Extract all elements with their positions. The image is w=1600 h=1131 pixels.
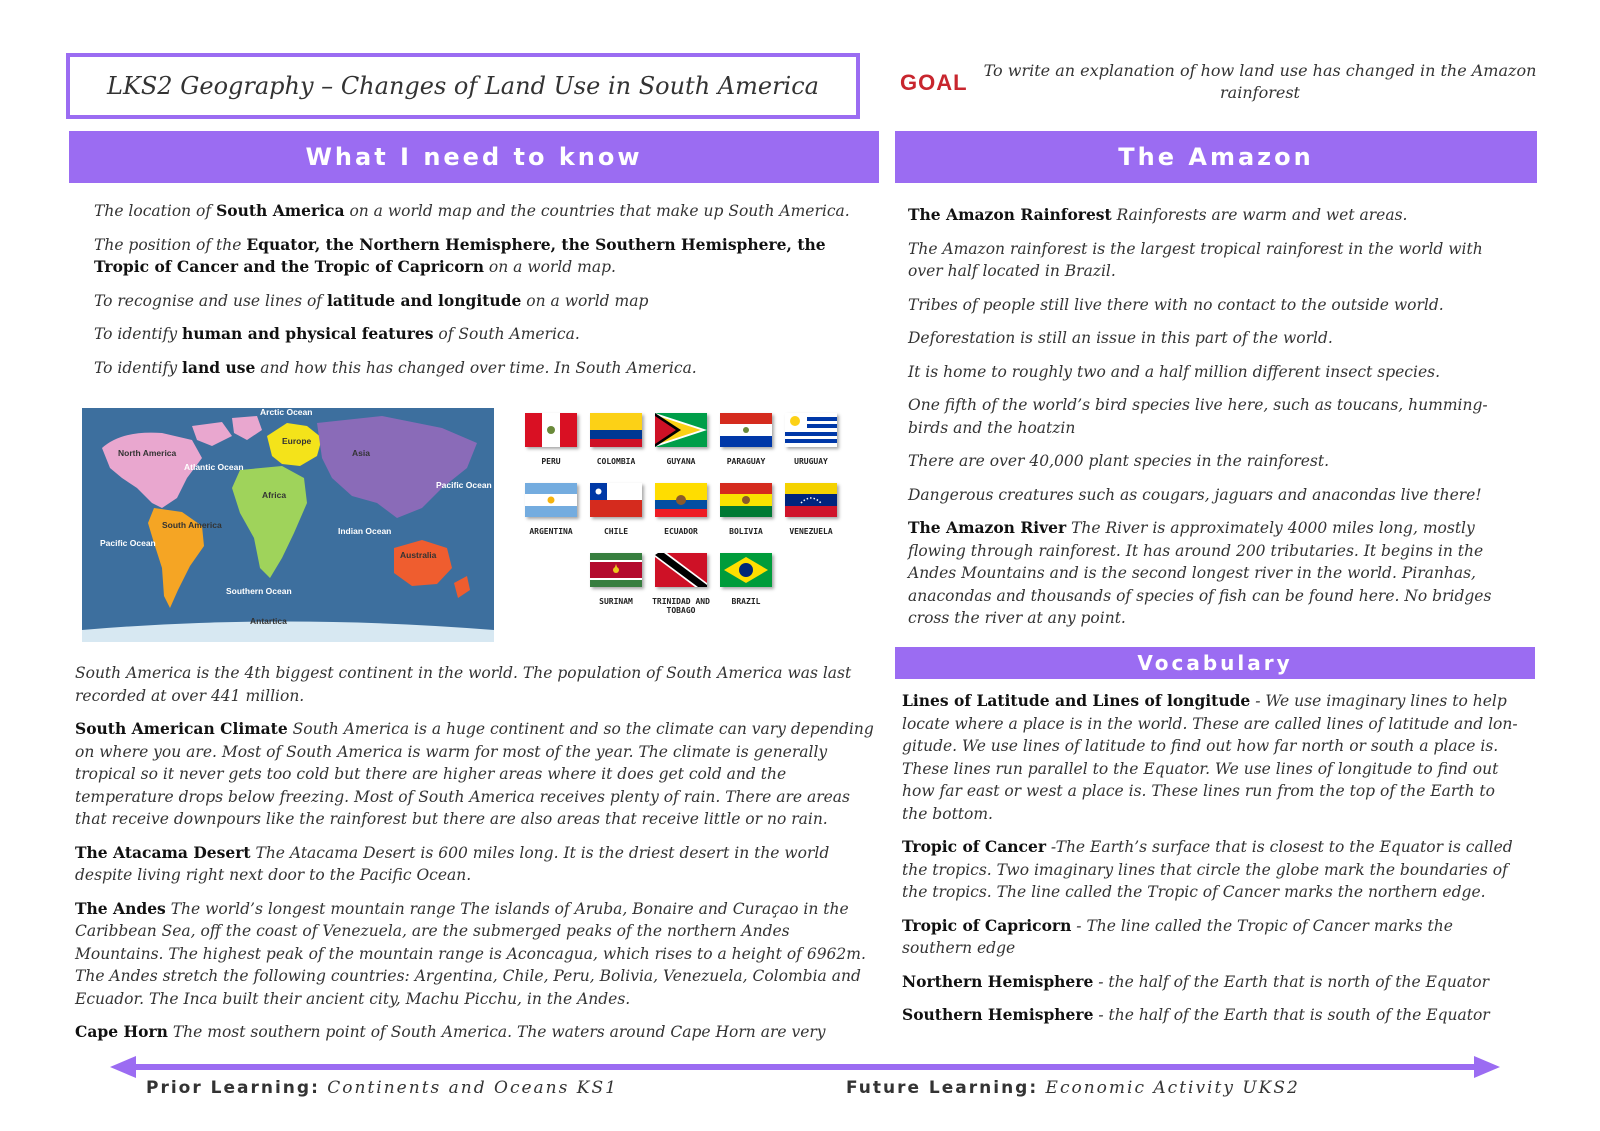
what-i-need-to-know-header: What I need to know [69, 131, 879, 183]
flags-grid [520, 413, 850, 633]
prior-learning: Prior Learning: Continents and Oceans KS1 [146, 1078, 618, 1098]
goal-logo: GOAL [900, 70, 968, 95]
map-label-north-america: North America [118, 448, 177, 458]
map-label-south-america: South America [162, 520, 222, 530]
fact-paragraph: The Andes The world’s longest mountain range The islands of Aruba, Bonaire and Curaçao in the Caribbean Sea, off the coast of Venezuela, are the submerged peaks of the northern Andes Mountains. The highest peak of the mountain range is Aconcagua, which rises to a height of 6962m. The Andes stretch the following countries: Argentina, Chile, Peru, Bolivia, Venezuela, Colombia and Ecuador. The Inca built their ancient city, Machu Picchu, in the Andes. [75, 898, 866, 1008]
know-item: To identify human and physical features of South America. [94, 324, 580, 343]
page-title: LKS2 Geography – Changes of Land Use in South America [66, 53, 860, 119]
know-item: To recognise and use lines of latitude and longitude on a world map [94, 290, 649, 310]
flag-paraguay: PARAGUAY [715, 413, 777, 466]
know-item: To identify land use and how this has changed over time. In South America. [94, 357, 697, 377]
future-learning: Future Learning: Economic Activity UKS2 [846, 1078, 1300, 1098]
map-label-africa: Africa [262, 490, 287, 500]
vocab-item: Tropic of Capricorn - The line called the Tropic of Cancer marks the southern edge [902, 915, 1453, 957]
know-item: The location of South America on a world map and the countries that make up South America. [94, 201, 850, 220]
south-america-facts [75, 662, 875, 1055]
vocab-item: Tropic of Cancer -The Earth’s surface that is closest to the Equator is called the tropics. Two imaginary lines that circle the globe mark the boundaries of the tropics. The line called the Tropic of Cancer marks the northern edge. [902, 837, 1513, 901]
amazon-paragraph: It is home to roughly two and a half million different insect species. [908, 362, 1440, 381]
flag-trinidad-and-tobago: TRINIDAD AND TOBAGO [650, 553, 712, 615]
amazon-paragraph: The Amazon River The River is approximately 4000 miles long, mostly flowing through rainforest. It has around 200 tributaries. It begins in the Andes Mountains and is the second longest river in the world. Piranhas, anacondas and thousands of species of fish can be found here. No bridges cross the river at any point. [908, 518, 1492, 627]
map-label-atlantic: Atlantic Ocean [184, 462, 244, 472]
amazon-facts [908, 204, 1513, 641]
vocabulary-header: Vocabulary [895, 647, 1535, 679]
flag-chile: CHILE [585, 483, 647, 536]
map-label-antartica: Antartica [250, 616, 287, 626]
know-item: The position of the Equator, the Northern Hemisphere, the Southern Hemisphere, the Tropic of Cancer and the Tropic of Capricorn on a world map. [94, 234, 826, 276]
know-list [94, 200, 864, 390]
goal-text: To write an explanation of how land use has changed in the Amazon rainforest [983, 61, 1537, 102]
map-label-indian: Indian Ocean [338, 526, 392, 536]
flag-suriname: SURINAM [585, 553, 647, 606]
flag-uruguay: URUGUAY [780, 413, 842, 466]
flag-ecuador: ECUADOR [650, 483, 712, 536]
map-label-arctic: Arctic Ocean [260, 408, 313, 417]
vocab-item: Southern Hemisphere - the half of the Earth that is south of the Equator [902, 1005, 1490, 1024]
vocabulary-list [902, 690, 1522, 1038]
flag-colombia: COLOMBIA [585, 413, 647, 466]
vocab-item: Northern Hemisphere - the half of the Earth that is north of the Equator [902, 971, 1490, 991]
world-map [82, 408, 494, 642]
flag-argentina: ARGENTINA [520, 483, 582, 536]
amazon-paragraph: There are over 40,000 plant species in the rainforest. [908, 452, 1330, 470]
flag-peru: PERU [520, 413, 582, 466]
amazon-paragraph: Tribes of people still live there with no contact to the outside world. [908, 295, 1444, 314]
vocab-item: Lines of Latitude and Lines of longitude - We use imaginary lines to help locate where a place is in the world. These are called lines of latitude and lon-gitude. We use lines of latitude to find out how far north or south a place is. These lines run parallel to the Equator. We use lines of longitude to find out how far east or west a place is. These lines run from the top of the Earth to the bottom. [902, 691, 1518, 823]
fact-paragraph: Cape Horn The most southern point of South America. The waters around Cape Horn are very [75, 1022, 826, 1041]
amazon-paragraph: Deforestation is still an issue in this part of the world. [908, 329, 1333, 347]
map-label-pacific-right: Pacific Ocean [436, 480, 492, 490]
map-label-southern: Southern Ocean [226, 586, 292, 596]
amazon-paragraph: The Amazon Rainforest Rainforests are warm and wet areas. [908, 205, 1408, 224]
map-label-pacific-left: Pacific Ocean [100, 538, 156, 548]
flag-venezuela: VENEZUELA [780, 483, 842, 536]
amazon-paragraph: The Amazon rainforest is the largest tropical rainforest in the world with over half located in Brazil. [908, 239, 1483, 280]
map-label-australia: Australia [400, 550, 437, 560]
the-amazon-header: The Amazon [895, 131, 1537, 183]
fact-paragraph: South America is the 4th biggest continent in the world. The population of South America was last recorded at over 441 million. [75, 664, 852, 705]
fact-paragraph: The Atacama Desert The Atacama Desert is 600 miles long. It is the driest desert in the world despite living right next door to the Pacific Ocean. [75, 842, 830, 884]
map-label-europe: Europe [282, 436, 312, 446]
amazon-paragraph: One fifth of the world’s bird species live here, such as toucans, humming-birds and the hoatzin [908, 396, 1488, 437]
flag-bolivia: BOLIVIA [715, 483, 777, 536]
map-label-asia: Asia [352, 448, 370, 458]
flag-guyana: GUYANA [650, 413, 712, 466]
flag-brazil: BRAZIL [715, 553, 777, 606]
amazon-paragraph: Dangerous creatures such as cougars, jaguars and anacondas live there! [908, 485, 1482, 504]
fact-paragraph: South American Climate South America is a huge continent and so the climate can vary depending on where you are. Most of South America is warm for most of the year. The climate is generally tropical so it never gets too cold but there are higher areas where it does get cold and the temperature drops below freezing. Most of South America receives plenty of rain. There are areas that receive downpours like the rainforest but there are also areas that receive little or no rain. [75, 719, 874, 828]
